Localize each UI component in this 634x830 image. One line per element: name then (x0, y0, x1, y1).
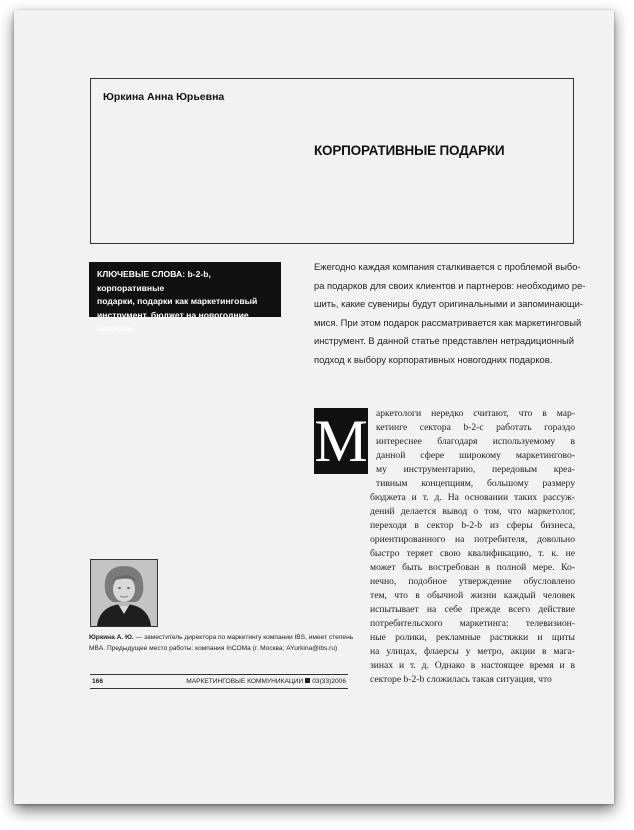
body-line: испытывает на себе прежде всего действие (370, 604, 575, 615)
page-number: 166 (92, 678, 104, 685)
abstract (314, 258, 586, 370)
abstract-line: подход к выбору корпоративных новогодних подарков. (314, 353, 553, 365)
caption-name: Юркина А. Ю. (89, 634, 134, 641)
caption-text: — заместитель директора по маркетингу компании IBS, имеет степень (133, 634, 354, 641)
article-title: КОРПОРАТИВНЫЕ ПОДАРКИ (314, 143, 505, 158)
journal-name: МАРКЕТИНГОВЫЕ КОММУНИКАЦИИ (186, 678, 304, 685)
body-line: быстро теряет свою квалификацию, т. к. не (370, 548, 575, 559)
article-page (14, 10, 614, 804)
body-line: на улицах, флаерсы у метро, акции в мага- (370, 646, 575, 657)
keywords-line: подарки, подарки как маркетинговый (97, 296, 258, 306)
body-line: ные ролики, рекламные растяжки и щиты (370, 632, 575, 643)
body-line: зинах и т. д. Однако в настоящее время и в (370, 660, 575, 671)
abstract-line: ра подарков для своих клиентов и партнеров: необходимо ре- (314, 279, 586, 291)
body-line: интереснее благодаря используемому в (376, 436, 575, 447)
header-box (90, 78, 574, 244)
body-line: нечно, подобное утверждение обусловлено (370, 576, 575, 587)
caption-line-2: MBA. Предыдущее место работы: компания InCOMa (г. Москва; AYurkina@ibs.ru) (89, 645, 338, 652)
square-bullet-icon (305, 678, 310, 683)
body-text (370, 491, 575, 687)
body-line: потребительского маркетинга: телевизион- (370, 618, 575, 629)
author-photo (90, 559, 158, 627)
body-line: дений делается вывод о том, что маркетолог, (370, 506, 575, 517)
abstract-line: Ежегодно каждая компания сталкивается с проблемой выбо- (314, 261, 581, 272)
caption-line-1 (89, 632, 359, 643)
portrait-image (91, 560, 157, 626)
body-line: секторе b-2-b сложилась такая ситуация, что (370, 674, 552, 685)
body-line: переходя в сектор b-2-b из сферы бизнеса, (370, 520, 575, 531)
keywords-line: КЛЮЧЕВЫЕ СЛОВА: b-2-b, корпоративные (97, 269, 211, 293)
body-line: тивным концепциям, большому размеру (376, 478, 575, 489)
body-line: данной сфере широкому маркетингово- (376, 450, 575, 461)
keywords-line: инструмент, бюджет на новогодние подарки (97, 309, 249, 333)
issue-number: 03(33)2006 (312, 678, 346, 685)
abstract-line: мися. При этом подарок рассматривается как маркетинговый (314, 316, 582, 328)
author-caption (89, 632, 359, 654)
drop-cap: М (314, 408, 368, 474)
body-line: может быть востребован в полной мере. Ко- (370, 562, 575, 573)
abstract-line: шить, какие сувениры будут оригинальными и запоминающи- (314, 298, 583, 310)
journal-info (186, 675, 346, 688)
keywords-box (89, 262, 281, 333)
body-line: ориентированного на потребителя, довольно (370, 534, 575, 545)
body-line: аркетологи нередко считают, что в мар- (376, 408, 575, 419)
author-name: Юркина Анна Юрьевна (103, 91, 225, 103)
body-line: кетинге сектора b-2-c работать гораздо (376, 422, 575, 433)
body-line: му инструментарию, передовым креа- (376, 464, 575, 475)
abstract-line: инструмент. В данной статье представлен нетрадиционный (314, 335, 574, 347)
body-line: бюджета и т. д. На основании таких рассуж- (370, 492, 575, 503)
body-text-indented (376, 407, 575, 491)
page-footer (90, 674, 348, 689)
body-line: тем, что в обычной жизни каждый человек (370, 590, 575, 601)
